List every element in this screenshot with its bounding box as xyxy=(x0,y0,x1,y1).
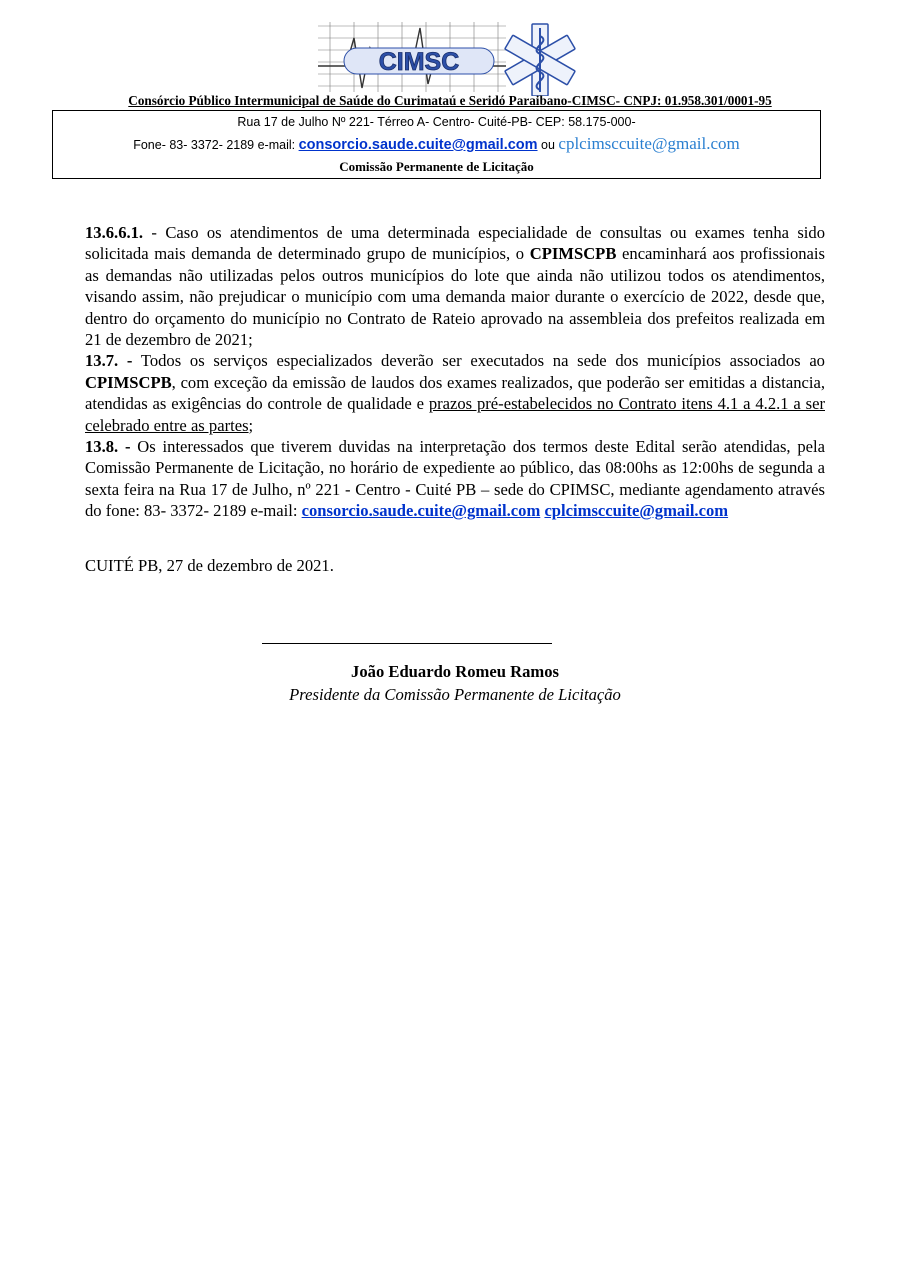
contact-or-text: ou xyxy=(537,138,559,152)
clause-text: , com exceção da emissão de laudos dos exames realizados, que poderão ser emitidas a distancia, atendidas as exigências do controle de qualidade e xyxy=(85,372,825,414)
clause-number: 13.8. - xyxy=(85,437,131,457)
email-link-primary[interactable]: consorcio.saude.cuite@gmail.com xyxy=(298,137,538,153)
org-acronym: CPIMSCPB xyxy=(85,372,172,392)
email-link-secondary[interactable]: cplcimsccuite@gmail.com xyxy=(558,134,740,153)
clause-text: encaminhará aos profissionais as demandas não utilizadas pelos outros municípios do lote que ainda não utilizou todos os atendimentos, visando assim, não prejudicar o município com uma demanda maior durante o exercício de 2022, desde que, dentro do orçamento do município no Contrato de Rateio aprovado na assembleia dos prefeitos realizada em 21 de dezembro de 2021; xyxy=(85,244,825,350)
clause-text: - Caso os atendimentos de uma determinada especialidade de consultas ou exames tenha sido solicitada mais demanda de determinado grupo de municípios, o xyxy=(85,223,825,264)
clause-number: 13.6.6.1. xyxy=(85,223,144,242)
date-line: CUITÉ PB, 27 de dezembro de 2021. xyxy=(85,556,334,575)
clause-number: 13.7. - xyxy=(85,351,133,371)
clause-13-6-6-1 xyxy=(85,222,825,350)
letterhead-box xyxy=(52,110,821,179)
body-email-link-primary[interactable]: consorcio.saude.cuite@gmail.com xyxy=(301,501,541,521)
clause-text: ; xyxy=(248,415,254,435)
signatory-title: Presidente da Comissão Permanente de Licitação xyxy=(289,685,621,704)
commission-heading: Comissão Permanente de Licitação xyxy=(339,159,534,174)
consortium-cnpj-line: Consórcio Público Intermunicipal de Saúde do Curimataú e Seridó Paraibano-CIMSC- CNPJ: 01.958.301/0001-95 xyxy=(128,93,772,108)
clause-text: Os interessados que tiverem duvidas na interpretação dos termos deste Edital serão atendidas, pela Comissão Permanente de Licitação, no horário de expediente ao público, das 08:00hs as 12:00hs de segunda a sexta feira na Rua 17 de Julho, nº 221 - Centro - Cuité PB – sede do CPIMSC, mediante agendamento através do fone: 83- 3372- 2189 e-mail: xyxy=(85,437,825,521)
clause-13-8 xyxy=(85,436,825,522)
signature-line xyxy=(262,643,552,644)
contact-line xyxy=(53,134,820,154)
address-line: Rua 17 de Julho Nº 221- Térreo A- Centro- Cuité-PB- CEP: 58.175-000- xyxy=(237,115,636,129)
logo-wordmark: CIMSC xyxy=(378,48,460,76)
body-email-link-secondary[interactable]: cplcimsccuite@gmail.com xyxy=(544,501,729,521)
cimsc-logo-graphic xyxy=(316,18,592,96)
org-acronym: CPIMSCPB xyxy=(529,244,617,264)
underlined-text: prazos pré-estabelecidos no Contrato itens 4.1 a 4.2.1 a ser celebrado entre as partes xyxy=(85,394,825,435)
clause-text: Todos os serviços especializados deverão ser executados na sede dos municípios associados ao xyxy=(132,351,825,371)
cimsc-logo xyxy=(316,18,592,96)
document-body xyxy=(85,222,825,522)
clause-13-7 xyxy=(85,350,825,436)
contact-phone-text: Fone- 83- 3372- 2189 e-mail: xyxy=(133,138,299,152)
signatory-name: João Eduardo Romeu Ramos xyxy=(351,662,559,681)
